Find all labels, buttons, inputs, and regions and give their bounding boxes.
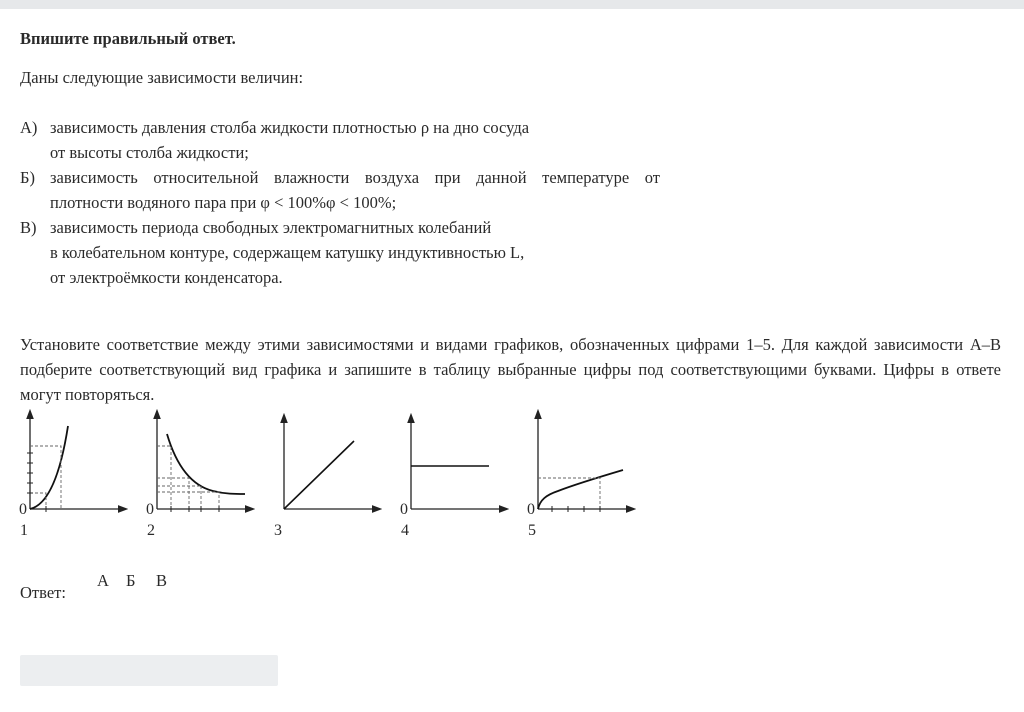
dependency-item-a <box>20 115 660 165</box>
graph-5-plot <box>526 408 636 518</box>
graph-number: 1 <box>20 522 28 539</box>
task-text: Установите соответствие между этими зависимостями и видами графиков, обозначенных цифрами 1–5. Для каждой зависимости А–В подберите соответствующий вид графика и запишите в таблицу выбранные цифры под соответствующими буквами. Цифры в ответе могут повторяться. <box>20 334 1001 404</box>
item-line: зависимость давления столба жидкости плотностью ρ на дно сосуда <box>50 118 530 137</box>
graph-4-plot <box>399 408 509 518</box>
task-instruction: Впишите правильный ответ. <box>20 29 236 48</box>
graph-2 <box>145 408 255 539</box>
item-line: зависимость относительной влажности воздуха при данной температуре от <box>50 168 660 187</box>
graph-1 <box>18 408 128 539</box>
graph-2-plot <box>145 408 255 518</box>
item-letter: Б) <box>20 168 35 187</box>
answer-input[interactable] <box>20 655 278 686</box>
graph-number: 5 <box>528 522 536 539</box>
graph-origin-label: 0 <box>400 501 408 518</box>
answer-letter-a: А <box>97 571 109 590</box>
item-line: в колебательном контуре, содержащем катушку индуктивностью L, <box>50 243 525 262</box>
item-line: зависимость периода свободных электромагнитных колебаний <box>50 218 492 237</box>
top-bar <box>0 0 1024 9</box>
graph-3 <box>272 408 382 539</box>
graph-number: 4 <box>401 522 409 539</box>
item-line: плотности водяного пара при φ < 100%φ < 100%; <box>50 193 397 212</box>
item-line: от электроёмкости конденсатора. <box>50 268 283 287</box>
answer-letter-c: В <box>156 571 168 590</box>
dependency-item-b <box>20 165 660 215</box>
graph-origin-label: 0 <box>19 501 27 518</box>
graph-number: 3 <box>274 522 282 539</box>
answer-letter-b: Б <box>126 571 136 590</box>
graph-1-plot <box>18 408 128 518</box>
graph-origin-label: 0 <box>146 501 154 518</box>
graph-5 <box>526 408 636 539</box>
item-line: от высоты столба жидкости; <box>50 143 249 162</box>
dependency-item-c <box>20 215 660 290</box>
graph-number: 2 <box>147 522 155 539</box>
graph-4 <box>399 408 509 539</box>
graph-origin-label: 0 <box>527 501 535 518</box>
item-letter: А) <box>20 118 38 137</box>
intro-text: Даны следующие зависимости величин: <box>20 68 304 87</box>
graph-3-plot <box>272 408 382 518</box>
answer-label: Ответ: <box>20 583 66 602</box>
item-letter: В) <box>20 218 37 237</box>
